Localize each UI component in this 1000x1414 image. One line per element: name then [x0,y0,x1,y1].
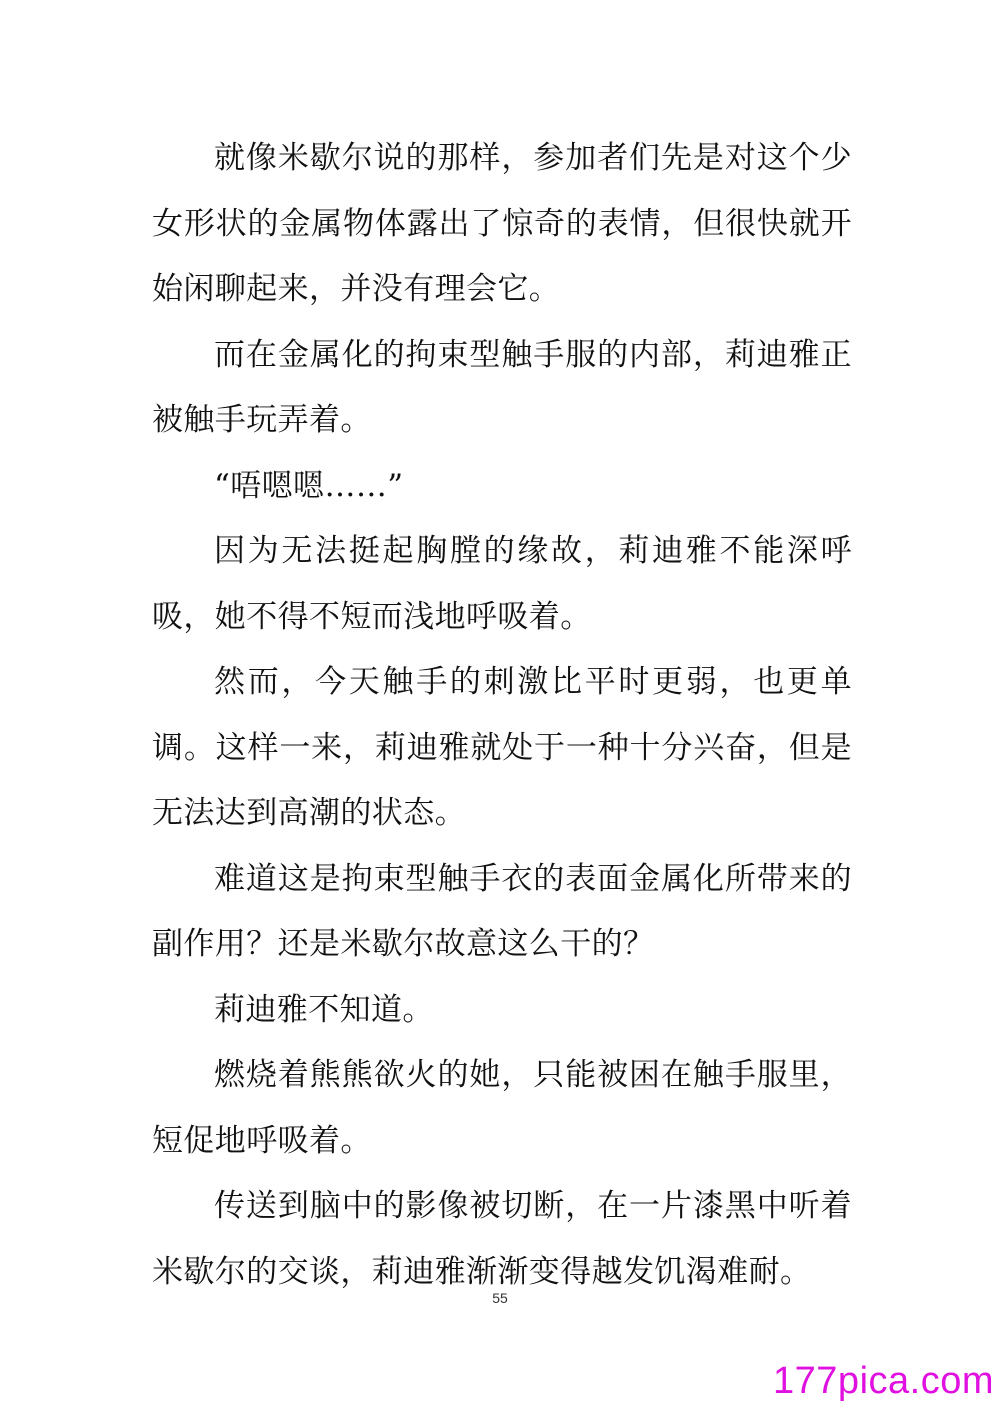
paragraph-8: 燃烧着熊熊欲火的她，只能被困在触手服里，短促地呼吸着。 [152,1057,852,1159]
page-number: 55 [492,1290,508,1306]
paragraph-6: 难道这是拘束型触手衣的表面金属化所带来的副作用？还是米歇尔故意这么干的？ [152,860,852,962]
paragraph-3: “唔嗯嗯……” [214,467,404,504]
paragraph-4: 因为无法挺起胸膛的缘故，莉迪雅不能深呼吸，她不得不短而浅地呼吸着。 [152,533,852,635]
paragraph-2: 而在金属化的拘束型触手服的内部，莉迪雅正被触手玩弄着。 [152,336,852,438]
paragraph-7: 莉迪雅不知道。 [214,991,434,1028]
paragraph-1: 就像米歇尔说的那样，参加者们先是对这个少女形状的金属物体露出了惊奇的表情，但很快就开始闲聊起来，并没有理会它。 [152,140,852,307]
watermark: 177pica.com [773,1360,994,1402]
paragraph-9: 传送到脑中的影像被切断，在一片漆黑中听着米歇尔的交谈，莉迪雅渐渐变得越发饥渴难耐。 [152,1188,852,1290]
paragraph-5: 然而，今天触手的刺激比平时更弱，也更单调。这样一来，莉迪雅就处于一种十分兴奋，但是无法达到高潮的状态。 [152,664,852,831]
body-text [152,126,852,1305]
